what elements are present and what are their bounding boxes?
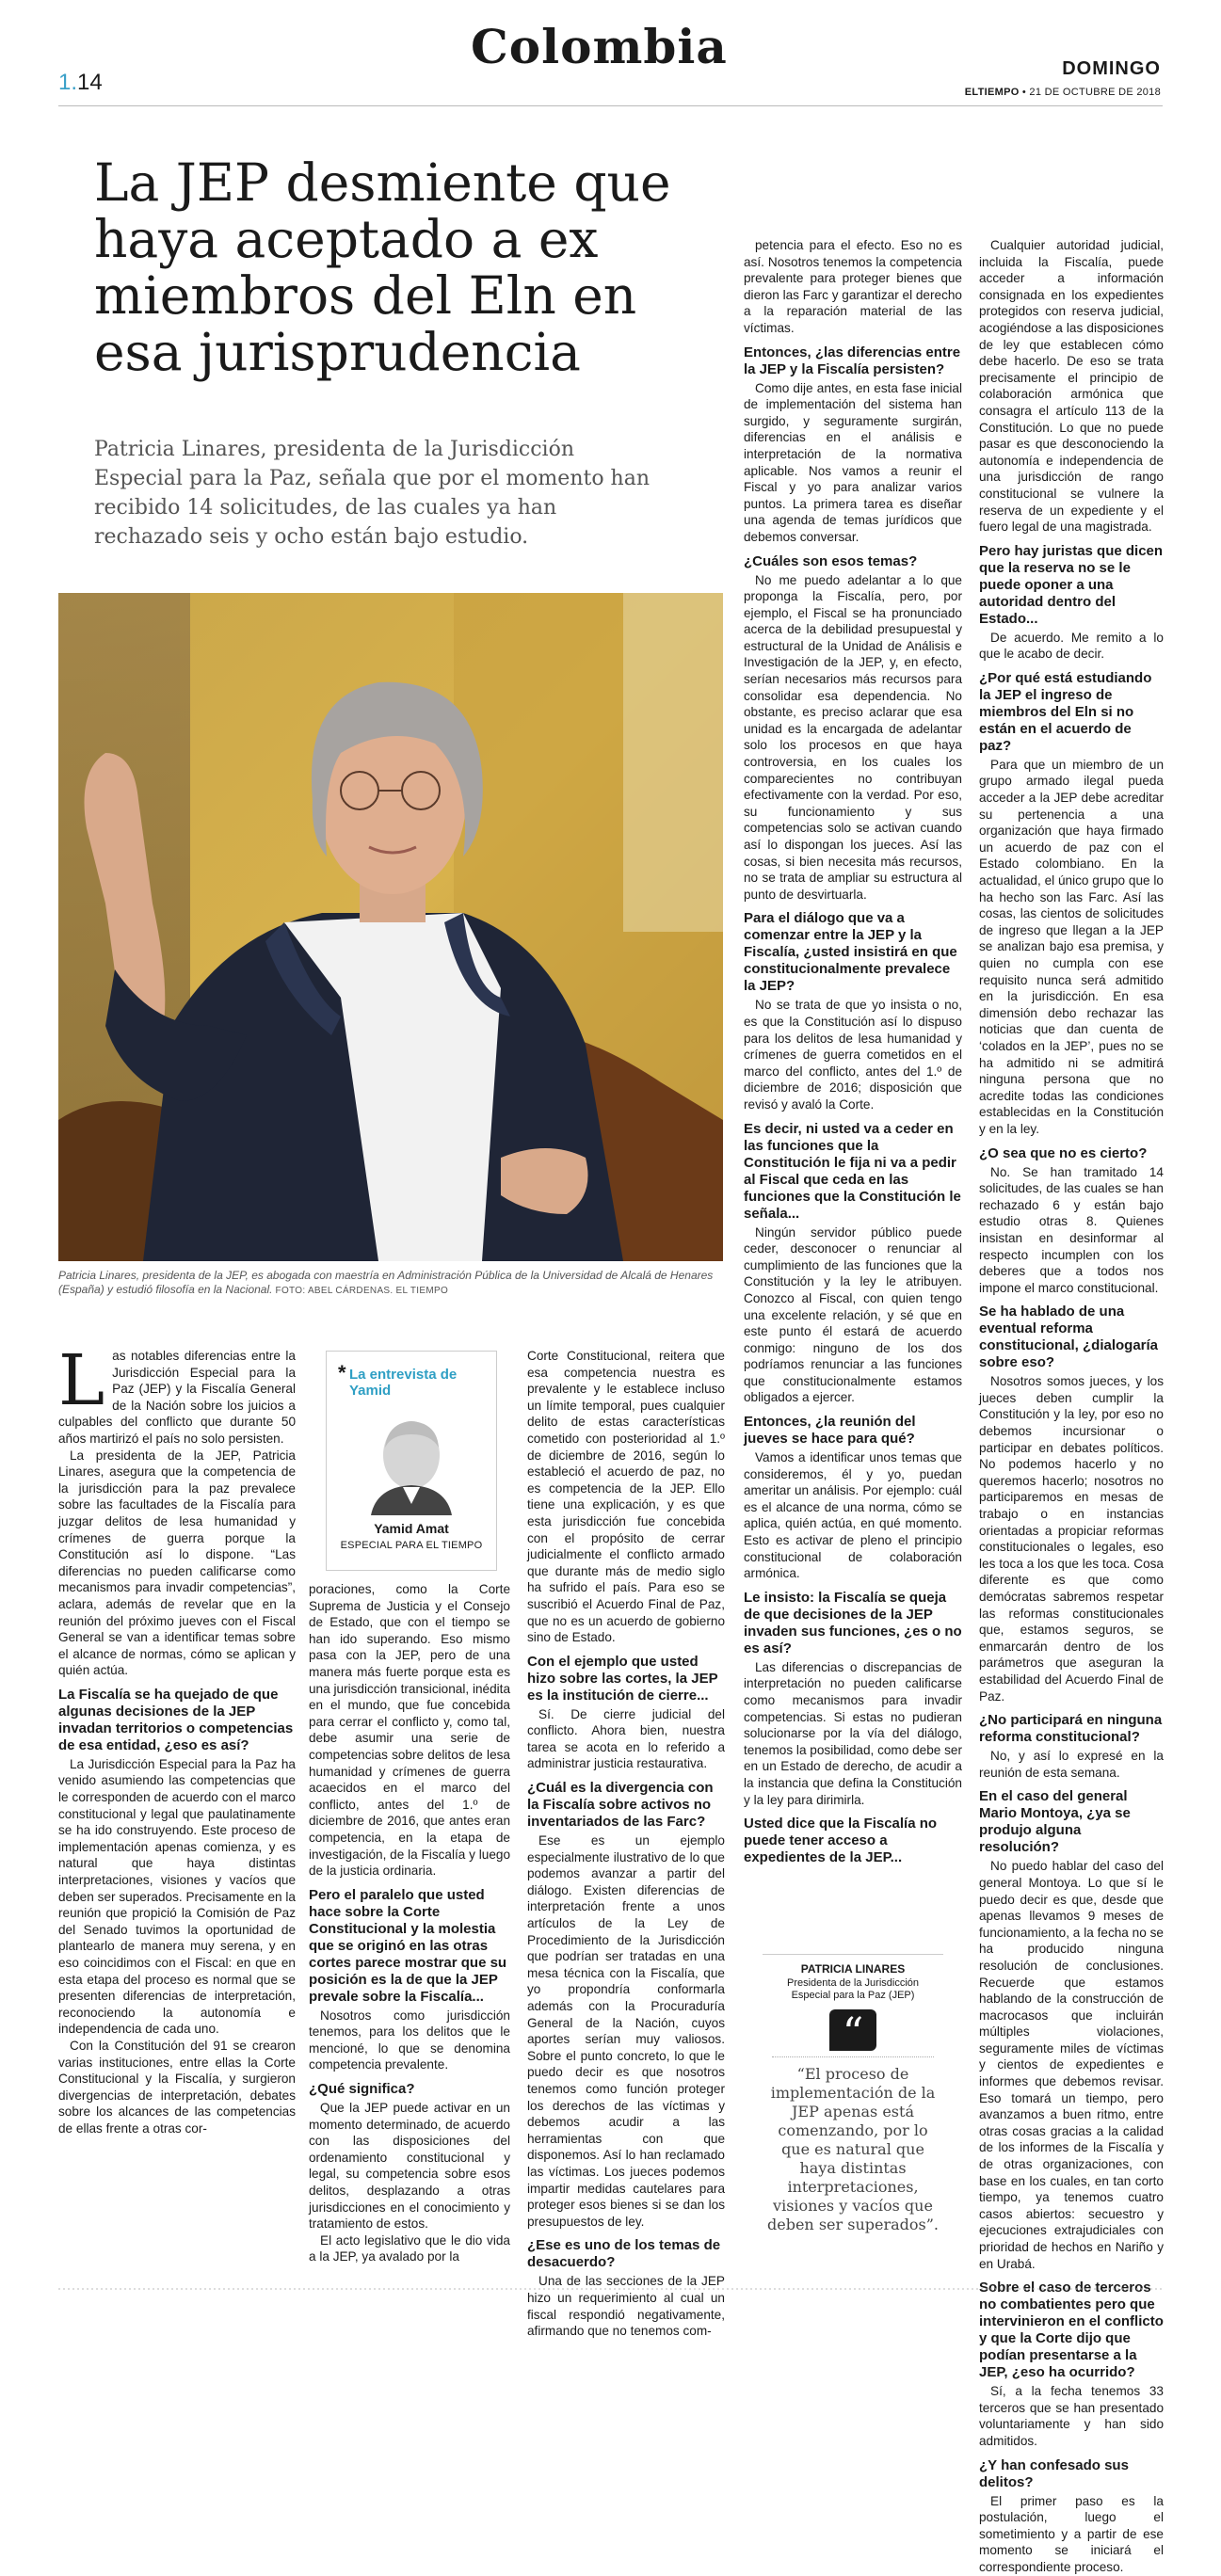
quote-marks-icon	[829, 2009, 876, 2057]
paragraph: Las diferencias o discrepancias de interpretación no pueden calificarse como mecanismos para invadir competencias. Si estas no pudieran solucionarse por la vía del diálogo, tenemos la posibilidad, como debe ser en un Estado de derecho, de acudir a la instancia que defina la Constitución y la ley para dirimirla.	[744, 1659, 962, 1807]
paragraph: Nosotros somos jueces, y los jueces deben cumplir la Constitución y la ley, por eso no debemos incursionar o participar en debates políticos. No podemos hacerlo y no queremos hacerlo; nosotros no participaremos en mesas de trabajo o en instancias orientadas a propiciar reformas constitucionales o legales, eso les toca a los que les toca. Cosa diferente es que como demócratas sabremos respetar las reformas constitucionales que, estamos seguros, se enmarcarán dentro de los parámetros que aseguran la estabilidad del Acuerdo Final de Paz.	[979, 1374, 1164, 1704]
paragraph: Sí. De cierre judicial del conflicto. Ahora bien, nuestra tarea se acota en lo referido a administrar justicia restaurativa.	[527, 1706, 725, 1771]
question: Se ha hablado de una eventual reforma constitucional, ¿dialogaría sobre eso?	[979, 1304, 1159, 1371]
paragraph: La presidenta de la JEP, Patricia Linares, asegura que la competencia de la jurisdicción para la paz prevalece sobre las facultades de la Fiscalía para juzgar delitos de lesa humanidad y crímenes de guerra porque la Constitución así lo dispone. “Las diferencias no pueden calificarse como mecanismos para invadir competencias”, aclara, además de revelar que en la reunión del próximo jueves con el Fiscal General se van a identificar temas sobre el alcance de normas, cómo se aplican y quién actúa.	[58, 1448, 296, 1678]
paragraph: Una de las secciones de la JEP hizo un requerimiento al cual un fiscal respondió negativamente, afirmando que no tenemos com-	[527, 2274, 725, 2339]
question: Sobre el caso de terceros no combatientes pero que intervinieron en el conflicto y que la Corte dijo que podían presentarse a la JEP, ¿eso ha ocurrido?	[979, 2280, 1164, 2381]
question: ¿O sea que no es cierto?	[979, 1144, 1148, 1161]
drop-cap: L	[58, 1340, 105, 1421]
photo-caption	[58, 1269, 717, 1298]
question: ¿No participará en ninguna reforma constitucional?	[979, 1712, 1163, 1746]
paragraph: Cualquier autoridad judicial, incluida la Fiscalía, puede acceder a información consignada en los expedientes protegidos con reserva judicial, acogiéndose a las disposiciones de ley que establecen cómo debe hacerlo. De eso se trata precisamente el principio de colaboración armónica que consagra el artículo 113 de la Constitución. Lo que no puede pasar es que desconociendo la autonomía e independencia de una jurisdicción de rango constitucional se vulnere la reserva de un expediente y el fuero legal de una magistrada.	[979, 238, 1164, 535]
pull-quote-box	[744, 1954, 962, 2264]
column-1	[58, 1340, 296, 2289]
paragraph: El acto legislativo que le dio vida a la JEP, ya avalado por la	[309, 2232, 510, 2264]
dateline	[965, 87, 1161, 98]
quote-name: PATRICIA LINARES	[763, 1954, 943, 1976]
question: La Fiscalía se ha quejado de que algunas decisiones de la JEP invadan territorios o competencias de esa entidad, ¿eso es así?	[58, 1686, 294, 1753]
question: Pero hay juristas que dicen que la reserva no se le puede oponer a una autoridad dentro del Estado...	[979, 542, 1164, 627]
column-5	[979, 237, 1164, 2574]
question: ¿Y han confesado sus delitos?	[979, 2456, 1129, 2490]
quote-icon	[829, 2009, 876, 2057]
question: Entonces, ¿la reunión del jueves se hace para qué?	[744, 1414, 916, 1448]
paper-name: ELTIEMPO	[964, 87, 1020, 98]
svg-text:“: “	[842, 2009, 864, 2057]
question: ¿Qué significa?	[309, 2081, 415, 2098]
quote-role: Presidenta de la Jurisdicción Especial para la Paz (JEP)	[786, 1977, 920, 2001]
paragraph: No se trata de que yo insista o no, es que la Constitución así lo dispuso para los delitos de lesa humanidad y crímenes de guerra cometidos en el marco del conflicto, antes del 1.º de diciembre de 2016; disposición que revisó y avaló la Corte.	[744, 998, 962, 1112]
paragraph: Vamos a identificar unos temas que consideremos, él y yo, puedan ameritar un análisis. Por ejemplo: cuál es el alcance de una norma, cómo se aplica, quién actúa, en qué momento. Esto es activar de pleno el principio constitucional de colaboración armónica.	[744, 1450, 962, 1581]
paragraph: El primer paso es la postulación, luego el sometimiento y a partir de ese momento se iniciará el correspondiente proceso.	[979, 2493, 1164, 2574]
question: Pero el paralelo que usted hace sobre la Corte Constitucional y la molestia que se originó en las otras cortes parece mostrar que su posición es la de que la JEP prevale sobre la Fiscalía...	[309, 1886, 507, 2005]
yamid-portrait-icon	[360, 1410, 463, 1515]
caption-text: Patricia Linares, presidenta de la JEP, es abogada con maestría en Administración Pública de la Universidad de Alcalá de Henares (España) y estudió filosofía en la Nacional.	[58, 1269, 714, 1296]
interview-box	[326, 1351, 497, 1571]
question: ¿Ese es uno de los temas de desacuerdo?	[527, 2237, 721, 2271]
question: En el caso del general Mario Montoya, ¿ya se produjo alguna resolución?	[979, 1788, 1131, 1856]
paragraph: Sí, a la fecha tenemos 33 terceros que se han presentado voluntariamente y han sido admitidos.	[979, 2384, 1164, 2448]
photo-credit: FOTO: ABEL CÁRDENAS. EL TIEMPO	[272, 1286, 449, 1296]
paragraph: Corte Constitucional, reitera que esa competencia nuestra es prevalente y le establece incluso un límite temporal, pues cualquier delito de estas características cometido con posterioridad al 1.º de diciembre de 2016, según lo estableció el acuerdo de paz, no es competencia de la JEP. Ello tiene una explicación, y es que esta jurisdicción fue concebida con el propósito de cerrar judicialmente el conflicto armado que durante más de medio siglo ha sufrido el país. Para eso se suscribió el Acuerdo Final de Paz, que no es un acuerdo de gobierno sino de Estado.	[527, 1349, 725, 1645]
question: Le insisto: la Fiscalía se queja de que decisiones de la JEP invaden sus funciones, ¿es o no es así?	[744, 1589, 962, 1656]
question: ¿Cuáles son esos temas?	[744, 552, 918, 569]
deck: Patricia Linares, presidenta de la Jurisdicción Especial para la Paz, señala que por el momento han recibido 14 solicitudes, de las cuales ya han rechazado seis y ocho están bajo estudio.	[94, 438, 651, 549]
paragraph: No puedo hablar del caso del general Montoya. Lo que sí le puedo decir es que, desde que apenas llevamos 9 meses de funcionamiento, a la fecha no se ha producido ninguna resolución de conclusiones. Recuerde que estamos hablando de la construcción de macrocasos que incluirán múltiples violaciones, seguramente miles de víctimas y cientos de expedientes e informes que debemos revisar. Eso tomará un tiempo, pero avanzamos a buen ritmo, entre otras cosas gracias a la calidad de los informes de la Fiscalía y de otras organizaciones, con base en los cuales, en tan corto tiempo, ya tenemos cuatro casos abiertos: secuestro y ejecuciones extrajudiciales con prioridad de hechos en Nariño y en Urabá.	[979, 1859, 1164, 2271]
paragraph: Nosotros como jurisdicción tenemos, para los delitos que le mencioné, lo que se denomina competencia prevalente.	[309, 2008, 510, 2072]
paragraph: De acuerdo. Me remito a lo que le acabo de decir.	[979, 630, 1164, 662]
question: ¿Por qué está estudiando la JEP el ingreso de miembros del Eln si no están en el acuerdo de paz?	[979, 669, 1152, 754]
paragraph: La Jurisdicción Especial para la Paz ha venido asumiendo las competencias que le corresponden de acuerdo con el marco constitucional y legal que paulatinamente se ha ido construyendo. Este proceso de implementación apenas comienza, y es natural que haya distintas interpretaciones, visiones y vacíos que deben ser superados. Precisamente en la reunión que propició la Comisión de Paz del Senado tuvimos la oportunidad de plantearlo de manera muy serena, y en eso coincidimos con el Fiscal: en que en esta etapa del proceso es normal que se presenten diferencias de interpretación, reconociendo la autonomía e independencia de cada uno.	[58, 1756, 296, 2037]
paragraph: petencia para el efecto. Eso no es así. Nosotros tenemos la competencia prevalente para proteger bienes que dieron las Farc y garantizar el derecho a la reparación material de las víctimas.	[744, 238, 962, 335]
section-title: Colombia	[471, 19, 728, 74]
paragraph: Ningún servidor público puede ceder, desconocer o renunciar al cumplimiento de las funciones que la Constitución y la ley le atribuyen. Conozco al Fiscal, con quien tengo una excelente relación, y sé que en este punto él estará de acuerdo conmigo: ninguno de los dos podríamos renunciar a las funciones que constitucionalmente estamos obligados a ejercer.	[744, 1224, 962, 1405]
headline: La JEP desmiente que haya aceptado a ex miembros del Eln en esa jurisprudencia	[94, 152, 671, 382]
paragraph: Para que un miembro de un grupo armado ilegal pueda acceder a la JEP debe acreditar su pertenencia a una organización que haya firmado un acuerdo de paz con el Estado colombiano. En la actualidad, el único grupo que lo ha hecho son las Farc. Así las cosas, las cientos de solicitudes de ingreso que llegan a la JEP se analizan bajo esa premisa, y quien no cumpla con ese requisito nunca será admitido en la jurisdicción. En esa dimensión debo rechazar las noticias que dan cuenta de ‘colados en la JEP’, pues no se ha admitido ni se admitirá ninguna persona que no acredite todas las condiciones establecidas en la Constitución y en la ley.	[979, 757, 1164, 1136]
paragraph: Como dije antes, en esta fase inicial de implementación del sistema han surgido, y seguramente surgirán, diferencias en el análisis e interpretación de la normativa aplicable. Nos vamos a reunir el Fiscal y yo para analizar varios puntos. La primera tarea es diseñar una agenda de temas jurídicos que debemos conversar.	[744, 380, 962, 544]
day-label: DOMINGO	[1062, 58, 1161, 79]
column-3	[527, 1348, 725, 2339]
interview-title-text: La entrevista de Yamid	[349, 1367, 458, 1399]
question: Con el ejemplo que usted hizo sobre las cortes, la JEP es la institución de cierre...	[527, 1653, 718, 1704]
page-number: 1.14	[58, 70, 103, 95]
interviewer-role: ESPECIAL PARA EL TIEMPO	[340, 1540, 483, 1551]
question: Usted dice que la Fiscalía no puede tener acceso a expedientes de la JEP...	[744, 1816, 938, 1866]
paragraph: No. Se han tramitado 14 solicitudes, de las cuales se han rechazado 6 y están bajo estudio otras 8. Quienes insistan en desinformar al respecto incumplen con los deberes que a todos nos impone el marco constitucional.	[979, 1164, 1164, 1295]
asterisk-icon: *	[338, 1361, 346, 1384]
quote-text: “El proceso de implementación de la JEP apenas está comenzando, por lo que es natural que haya distintas interpretaciones, visiones y vacíos que deben ser superados”.	[767, 2065, 939, 2233]
bottom-border	[58, 2287, 1163, 2291]
question: Es decir, ni usted va a ceder en las funciones que la Constitución le fija ni va a pedir al Fiscal que ceda en las funciones que la Constitución le señala...	[744, 1120, 961, 1222]
paragraph: as notables diferencias entre la Jurisdicción Especial para la Paz (JEP) y la Fiscalía General de la Nación sobre los juicios a culpables del conflicto que durante 50 años martirizó el país no solo persisten.	[58, 1349, 296, 1446]
column-2	[309, 1581, 510, 2289]
portrait-illustration	[58, 593, 723, 1261]
portrait-photo	[58, 593, 723, 1261]
paragraph: No me puedo adelantar a lo que proponga la Fiscalía, pero, por ejemplo, el Fiscal se ha pronunciado acerca de la debilidad presupuestal y estructural de la Unidad de Análisis e Investigación de la JEP, y, en efecto, serían necesarios más recursos para consolidar esa dependencia. No obstante, es preciso aclarar que esa unidad es la encargada de adelantar solo los procesos en que haya controversia, en los cuales los comparecientes no contribuyan efectivamente con la verdad. Por eso, su funcionamiento y sus competencias solo se activan cuando así lo dispongan los jueces. Así las cosas, si bien necesita más recursos, no se trata de ampliar su estructura al punto de desvirtuarla.	[744, 572, 962, 902]
paragraph: Que la JEP puede activar en un momento determinado, de acuerdo con las disposiciones del ordenamiento constitucional y legal, su competencia sobre esos delitos, desplazando a otras jurisdicciones en el conocimiento y tratamiento de estos.	[309, 2101, 510, 2232]
interview-title	[338, 1361, 481, 1399]
paragraph: Con la Constitución del 91 se crearon varias instituciones, entre ellas la Corte Constitucional y la Fiscalía, y surgieron divergencias de interpretación, debates sobre los alcances de las competencias de ellas frente a otras cor-	[58, 2038, 296, 2136]
interviewer-name: Yamid Amat	[374, 1521, 449, 1536]
question: Entonces, ¿las diferencias entre la JEP y la Fiscalía persisten?	[744, 344, 961, 377]
question: ¿Cuál es la divergencia con la Fiscalía sobre activos no inventariados de las Farc?	[527, 1780, 714, 1831]
top-rule	[58, 105, 1163, 106]
paragraph: Ese es un ejemplo especialmente ilustrativo de lo que podemos avanzar a partir del diálogo. Existen diferencias de interpretación frente a unos artículos de la Ley de Procedimiento de la Jurisdicción que podrían ser tratadas en una mesa técnica con la Fiscalía, que yo propondría conformarla además con la Procuraduría General de la Nación, cuyos aportes serían muy valiosos. Sobre el punto concreto, lo que le puedo decir es que nosotros tenemos como función proteger los derechos de las víctimas y debemos acudir a las herramientas con que disponemos. Así lo han reclamado las víctimas. Los jueces podemos impartir medidas cautelares para proteger esos bienes si se dan los presupuestos de ley.	[527, 1833, 725, 2229]
question: Para el diálogo que va a comenzar entre la JEP y la Fiscalía, ¿usted insistirá en que constitucionalmente prevalece la JEP?	[744, 910, 957, 995]
date: • 21 DE OCTUBRE DE 2018	[1019, 87, 1161, 98]
paragraph: No, y así lo expresé en la reunión de esta semana.	[979, 1749, 1164, 1780]
paragraph: poraciones, como la Corte Suprema de Justicia y el Consejo de Estado, que con el tiempo se han ido superando. Eso mismo pasa con la JEP, pero de una manera más fuerte porque esta es una jurisdicción transicional, inédita en el mundo, que fue concebida para cerrar el conflicto y, como tal, debe asumir una serie de competencias sobre delitos de lesa humanidad y crímenes de guerra acaecidos en el marco del conflicto, antes del 1.º de diciembre de 2016, que antes eran competencia, en la etapa de investigación, de la Fiscalía y luego de la justicia ordinaria.	[309, 1582, 510, 1879]
